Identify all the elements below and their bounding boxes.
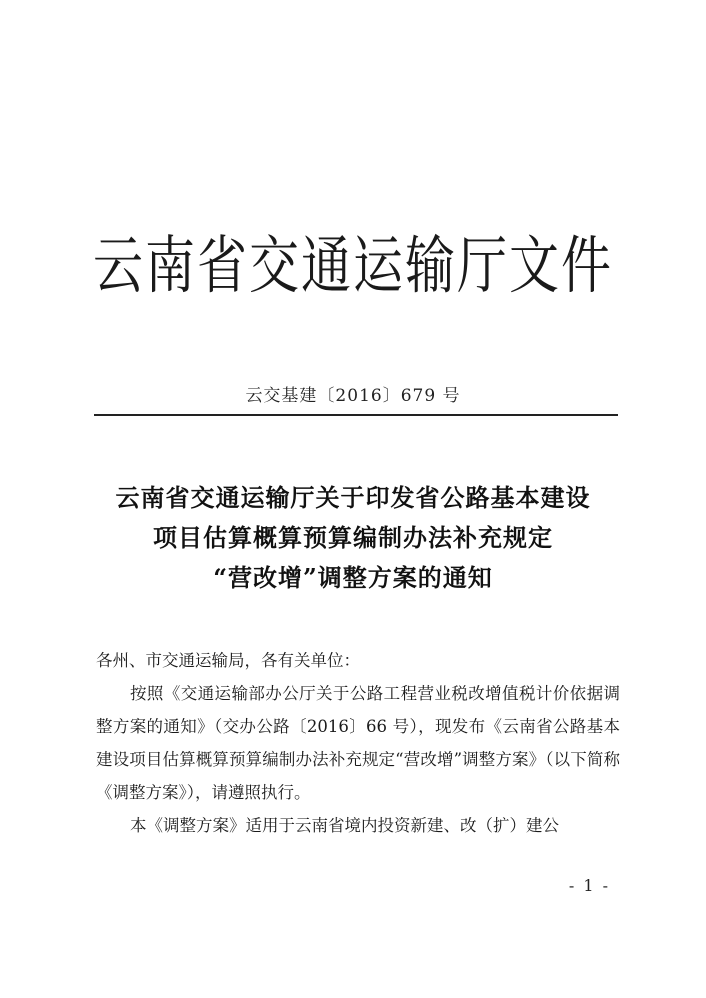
notice-title — [60, 478, 646, 598]
notice-title-line-1: 云南省交通运输厅关于印发省公路基本建设 — [115, 483, 591, 512]
document-header-title: 云南省交通运输厅文件 — [93, 229, 613, 302]
body-paragraph-1: 按照《交通运输部办公厅关于公路工程营业税改增值税计价依据调整方案的通知》（交办公路〔2016〕66 号），现发布《云南省公路基本建设项目估算概算预算编制办法补充规定“营改增”调整方案》（以下简称《调整方案》），请遵照执行。 — [96, 684, 620, 802]
notice-title-line-3: “营改增”调整方案的通知 — [213, 563, 493, 592]
page-number: - 1 - — [568, 876, 610, 895]
notice-title-line-2: 项目估算概算预算编制办法补充规定 — [153, 523, 553, 552]
document-body — [96, 644, 620, 842]
body-paragraph-2: 本《调整方案》适用于云南省境内投资新建、改（扩）建公 — [130, 816, 559, 835]
header-divider — [94, 414, 618, 416]
document-number: 云交基建〔2016〕679 号 — [245, 386, 461, 406]
salutation: 各州、市交通运输局，各有关单位： — [96, 651, 360, 670]
